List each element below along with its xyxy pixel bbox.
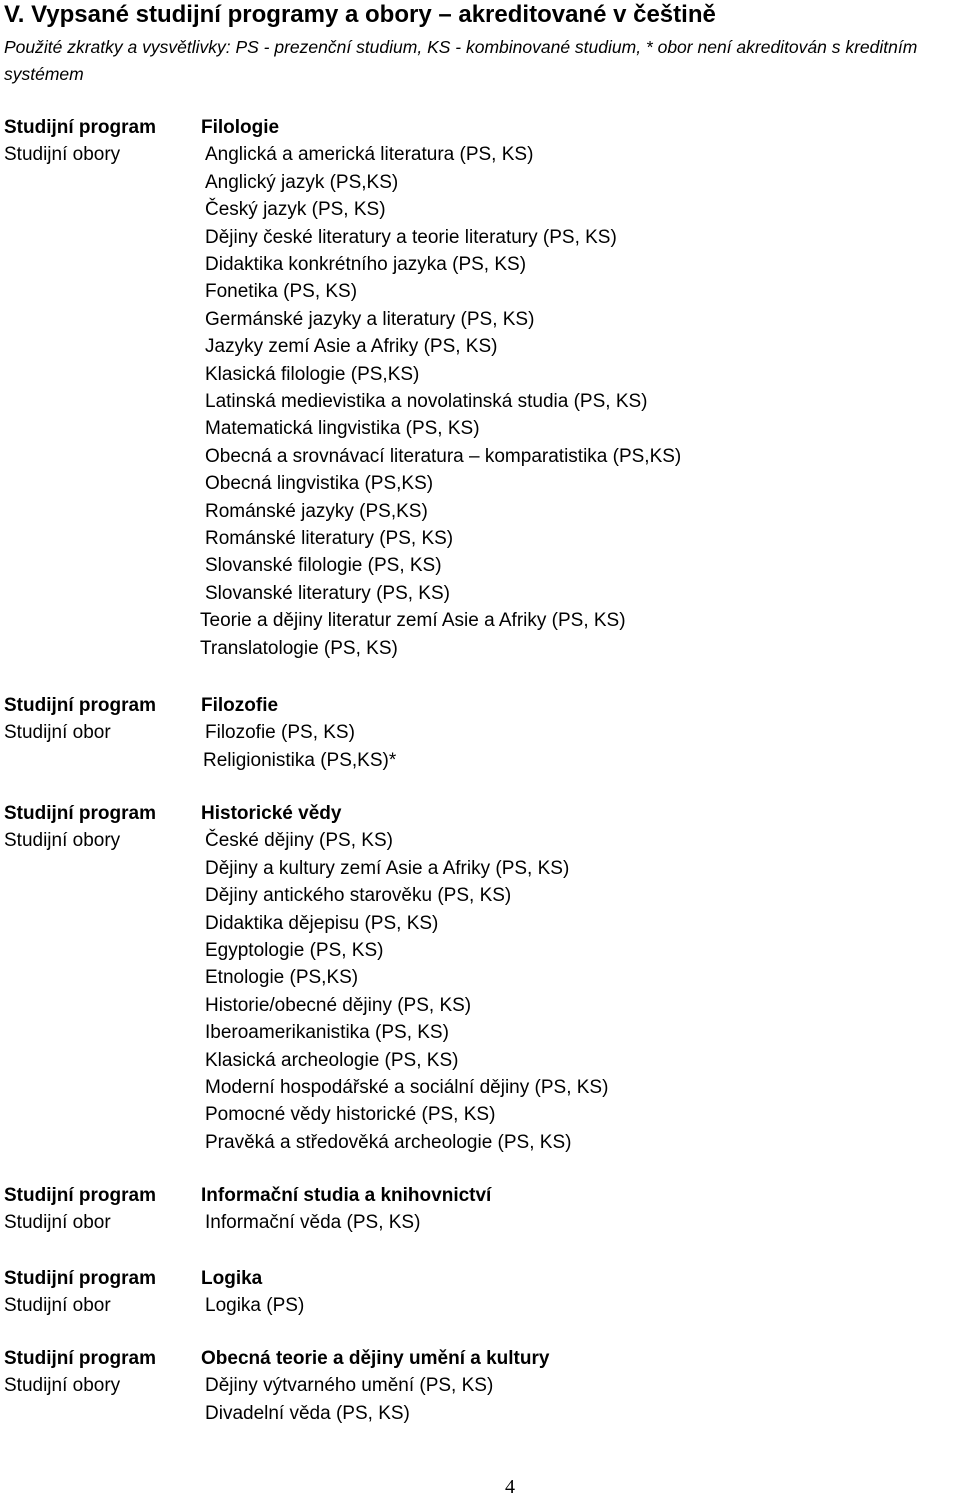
field-item: Latinská medievistika a novolatinská studia (PS, KS) (205, 391, 648, 413)
field-item: Dějiny a kultury zemí Asie a Afriky (PS, KS) (205, 857, 570, 879)
field-list (205, 1372, 493, 1427)
field-item: Jazyky zemí Asie a Afriky (PS, KS) (205, 336, 498, 358)
field-item: Didaktika dějepisu (PS, KS) (205, 912, 439, 934)
program-label: Studijní program (4, 1348, 156, 1369)
field-item: České dějiny (PS, KS) (205, 830, 393, 852)
field-label: Studijní obor (4, 1295, 111, 1317)
field-item: Filozofie (PS, KS) (205, 722, 355, 744)
field-item: Románské literatury (PS, KS) (205, 528, 454, 550)
field-item: Etnologie (PS,KS) (205, 967, 359, 989)
field-item: Logika (PS) (205, 1295, 305, 1317)
field-list (205, 1209, 420, 1236)
program-name: Filologie (201, 117, 280, 138)
field-list (205, 1292, 304, 1319)
field-item: Pravěká a středověká archeologie (PS, KS) (205, 1131, 572, 1153)
field-item: Dějiny antického starověku (PS, KS) (205, 885, 512, 907)
field-item: Dějiny výtvarného umění (PS, KS) (205, 1375, 494, 1397)
field-item: Slovanské filologie (PS, KS) (205, 555, 442, 577)
field-item: Klasická archeologie (PS, KS) (205, 1049, 459, 1071)
field-list (205, 719, 396, 774)
field-item: Translatologie (PS, KS) (200, 637, 398, 659)
field-list (200, 141, 682, 662)
field-label: Studijní obory (4, 1375, 121, 1397)
field-item: Fonetika (PS, KS) (205, 281, 358, 303)
field-item: Matematická lingvistika (PS, KS) (205, 418, 480, 440)
field-item: Anglická a americká literatura (PS, KS) (205, 144, 534, 166)
field-item: Obecná a srovnávací literatura – komparatistika (PS,KS) (205, 445, 682, 467)
field-item: Egyptologie (PS, KS) (205, 940, 384, 962)
field-label: Studijní obory (4, 830, 121, 852)
field-item: Historie/obecné dějiny (PS, KS) (205, 994, 472, 1016)
program-label: Studijní program (4, 1185, 156, 1206)
program-label: Studijní program (4, 803, 156, 824)
field-item: Český jazyk (PS, KS) (205, 199, 386, 221)
field-item: Románské jazyky (PS,KS) (205, 500, 428, 522)
program-label: Studijní program (4, 117, 156, 138)
field-item: Germánské jazyky a literatury (PS, KS) (205, 308, 535, 330)
program-name: Filozofie (201, 695, 279, 716)
program-name: Obecná teorie a dějiny umění a kultury (201, 1348, 550, 1369)
program-name: Logika (201, 1268, 263, 1289)
field-item: Obecná lingvistika (PS,KS) (205, 473, 434, 495)
program-name: Historické vědy (201, 803, 342, 824)
page-title: V. Vypsané studijní programy a obory – akreditované v češtině (4, 1, 716, 28)
field-item: Dějiny české literatury a teorie literatury (PS, KS) (205, 226, 617, 248)
field-label: Studijní obory (4, 144, 121, 166)
field-item: Pomocné vědy historické (PS, KS) (205, 1104, 496, 1126)
program-name: Informační studia a knihovnictví (201, 1185, 492, 1206)
page-number: 4 (505, 1476, 515, 1498)
field-item: Teorie a dějiny literatur zemí Asie a Afriky (PS, KS) (200, 610, 626, 632)
field-item: Anglický jazyk (PS,KS) (205, 171, 399, 193)
field-item: Divadelní věda (PS, KS) (205, 1402, 410, 1424)
program-label: Studijní program (4, 695, 156, 716)
field-label: Studijní obor (4, 722, 111, 744)
field-list (205, 827, 608, 1156)
field-label: Studijní obor (4, 1212, 111, 1234)
field-item: Slovanské literatury (PS, KS) (205, 582, 450, 604)
field-item: Didaktika konkrétního jazyka (PS, KS) (205, 254, 527, 276)
field-item: Religionistika (PS,KS)* (203, 749, 397, 771)
field-item: Moderní hospodářské a sociální dějiny (PS, KS) (205, 1077, 609, 1099)
field-item: Klasická filologie (PS,KS) (205, 363, 420, 385)
abbreviations-note: Použité zkratky a vysvětlivky: PS - prezenční studium, KS - kombinované studium, * obor není akreditován s kreditním systémem (4, 37, 918, 84)
field-item: Iberoamerikanistika (PS, KS) (205, 1022, 449, 1044)
field-item: Informační věda (PS, KS) (205, 1212, 421, 1234)
program-label: Studijní program (4, 1268, 156, 1289)
